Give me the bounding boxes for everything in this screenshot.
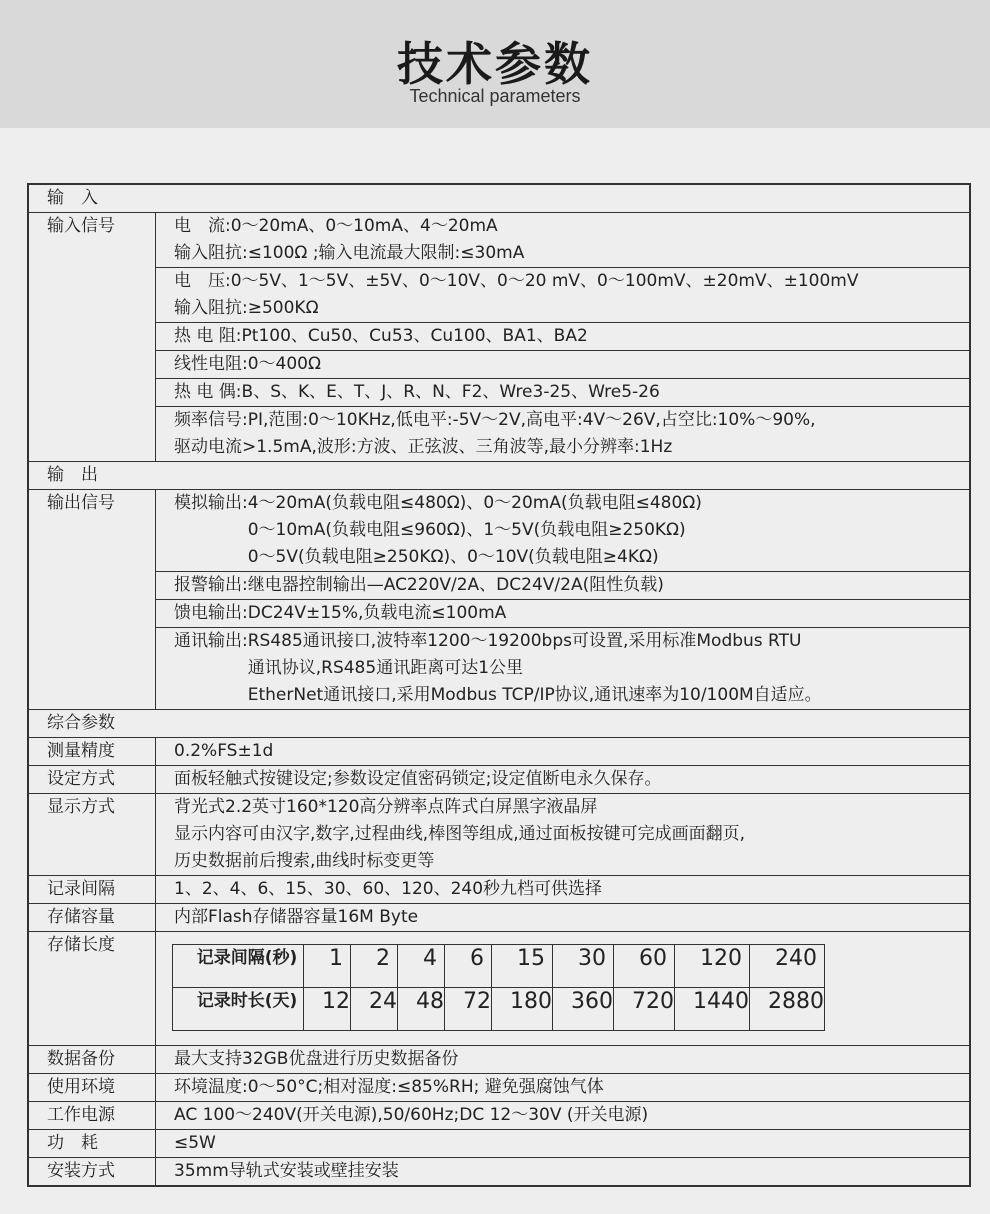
- storage-cell: 48: [398, 988, 445, 1031]
- spec-label: 数据备份: [28, 1046, 156, 1074]
- hanging-item: [174, 490, 969, 571]
- spec-label: 工作电源: [28, 1102, 156, 1130]
- storage-cell: 12: [304, 988, 351, 1031]
- spec-row: [28, 213, 970, 268]
- storage-cell: 60: [614, 945, 675, 988]
- spec-value: [156, 1158, 971, 1187]
- spec-value: [156, 1130, 971, 1158]
- spec-label: 功 耗: [28, 1130, 156, 1158]
- spec-label: 存储容量: [28, 904, 156, 932]
- section-label: 输 入: [28, 184, 970, 213]
- item-prefix: 模拟输出:: [174, 493, 248, 513]
- storage-cell: 1440: [675, 988, 750, 1031]
- text-line: 0.2%FS±1d: [174, 741, 274, 761]
- spec-value: [156, 379, 971, 407]
- item-lines: [248, 628, 822, 709]
- text-line: 1、2、4、6、15、30、60、120、240秒九档可供选择: [174, 879, 603, 899]
- spec-value: [156, 738, 971, 766]
- spec-value: [156, 268, 971, 323]
- storage-cell: 24: [351, 988, 398, 1031]
- spec-label: 显示方式: [28, 794, 156, 876]
- item-lines: [248, 600, 507, 627]
- text-line: 0～10mA(负载电阻≤960Ω)、1～5V(负载电阻≥250KΩ): [247, 520, 686, 540]
- spec-value: [156, 1074, 971, 1102]
- spec-row: [28, 600, 970, 628]
- spec-row: [28, 1074, 970, 1102]
- storage-cell: 2: [351, 945, 398, 988]
- spec-row: [28, 904, 970, 932]
- storage-cell: 30: [553, 945, 614, 988]
- text-line: 通讯协议,RS485通讯距离可达1公里: [247, 658, 524, 678]
- storage-cell: 120: [675, 945, 750, 988]
- spec-label: 输出信号: [28, 490, 156, 710]
- spec-row: [28, 323, 970, 351]
- spec-row: [28, 268, 970, 323]
- storage-row-label: 记录时长(天): [173, 988, 304, 1031]
- spec-label: 记录间隔: [28, 876, 156, 904]
- text-line: 显示内容可由汉字,数字,过程曲线,棒图等组成,通过面板按键可完成画面翻页,: [174, 824, 746, 844]
- spec-value: [156, 572, 971, 600]
- item-prefix: 报警输出:: [174, 575, 248, 595]
- section-row: [28, 710, 970, 738]
- text-line: DC24V±15%,负载电流≤100mA: [247, 603, 507, 623]
- item-lines: [248, 490, 702, 571]
- storage-row: [173, 945, 825, 988]
- storage-cell: 720: [614, 988, 675, 1031]
- text-line: 频率信号:PI,范围:0～10KHz,低电平:-5V～2V,高电平:4V～26V,占空比:10%～90%,: [174, 410, 816, 430]
- spec-row: [28, 1102, 970, 1130]
- text-line: 驱动电流>1.5mA,波形:方波、正弦波、三角波等,最小分辨率:1Hz: [174, 437, 673, 457]
- spec-row: [28, 572, 970, 600]
- text-line: 热 电 偶:B、S、K、E、T、J、R、N、F2、Wre3-25、Wre5-26: [174, 382, 660, 402]
- spec-label: 测量精度: [28, 738, 156, 766]
- spec-value: [156, 876, 971, 904]
- text-line: EtherNet通讯接口,采用Modbus TCP/IP协议,通讯速率为10/100M自适应。: [247, 685, 822, 705]
- spec-label: 输入信号: [28, 213, 156, 462]
- spec-value: [156, 794, 971, 876]
- spec-row: [28, 876, 970, 904]
- spec-row: [28, 490, 970, 572]
- text-line: 电 流:0～20mA、0～10mA、4～20mA: [174, 216, 498, 236]
- storage-cell: 15: [492, 945, 553, 988]
- storage-cell: 4: [398, 945, 445, 988]
- storage-length-table: [172, 944, 825, 1031]
- text-line: RS485通讯接口,波特率1200～19200bps可设置,采用标准Modbus RTU: [247, 631, 802, 651]
- spec-value: [156, 1046, 971, 1074]
- storage-cell: 6: [445, 945, 492, 988]
- spec-row: [28, 932, 970, 1046]
- spec-row: [28, 407, 970, 462]
- spec-value: [156, 600, 971, 628]
- text-line: 4～20mA(负载电阻≤480Ω)、0～20mA(负载电阻≤480Ω): [247, 493, 702, 513]
- text-line: 历史数据前后搜索,曲线时标变更等: [174, 851, 435, 871]
- page-subtitle: Technical parameters: [409, 86, 581, 106]
- text-line: 热 电 阻:Pt100、Cu50、Cu53、Cu100、BA1、BA2: [174, 326, 588, 346]
- spec-row: [28, 379, 970, 407]
- text-line: 面板轻触式按键设定;参数设定值密码锁定;设定值断电永久保存。: [174, 769, 662, 789]
- spec-row: [28, 766, 970, 794]
- section-label: 输 出: [28, 462, 970, 490]
- spec-row: [28, 738, 970, 766]
- storage-row-label: 记录间隔(秒): [173, 945, 304, 988]
- spec-row: [28, 1158, 970, 1187]
- text-line: 0～5V(负载电阻≥250KΩ)、0～10V(负载电阻≥4KΩ): [247, 547, 659, 567]
- storage-cell: 2880: [750, 988, 825, 1031]
- text-line: 继电器控制输出—AC220V/2A、DC24V/2A(阻性负载): [247, 575, 664, 595]
- storage-cell: 72: [445, 988, 492, 1031]
- spec-label: 安装方式: [28, 1158, 156, 1187]
- spec-value: [156, 628, 971, 710]
- text-line: ≤5W: [174, 1133, 216, 1153]
- section-row: [28, 462, 970, 490]
- item-prefix: 通讯输出:: [174, 631, 248, 651]
- text-line: 输入阻抗:≥500KΩ: [174, 298, 319, 318]
- spec-table: [27, 183, 971, 1187]
- item-prefix: 馈电输出:: [174, 603, 248, 623]
- spec-value: [156, 904, 971, 932]
- spec-row: [28, 794, 970, 876]
- hanging-item: [174, 600, 969, 627]
- storage-cell: 180: [492, 988, 553, 1031]
- text-line: 电 压:0～5V、1～5V、±5V、0～10V、0～20 mV、0～100mV、±20mV、±100mV: [174, 271, 859, 291]
- spec-row: [28, 351, 970, 379]
- spec-label: 存储长度: [28, 932, 156, 1046]
- spec-value: [156, 1102, 971, 1130]
- spec-value: [156, 351, 971, 379]
- text-line: 输入阻抗:≤100Ω ;输入电流最大限制:≤30mA: [174, 243, 525, 263]
- spec-value: [156, 490, 971, 572]
- page-title: 技术参数: [397, 37, 593, 91]
- page-header: [0, 0, 990, 128]
- text-line: 内部Flash存储器容量16M Byte: [174, 907, 419, 927]
- section-label: 综合参数: [28, 710, 970, 738]
- hanging-item: [174, 572, 969, 599]
- spec-value: [156, 323, 971, 351]
- spec-value: [156, 407, 971, 462]
- spec-row: [28, 1046, 970, 1074]
- spec-row: [28, 628, 970, 710]
- spec-label: 设定方式: [28, 766, 156, 794]
- storage-cell: 240: [750, 945, 825, 988]
- spec-value: [156, 213, 971, 268]
- storage-cell: 360: [553, 988, 614, 1031]
- hanging-item: [174, 628, 969, 709]
- section-row: [28, 184, 970, 213]
- storage-row: [173, 988, 825, 1031]
- text-line: 35mm导轨式安装或壁挂安装: [174, 1161, 399, 1181]
- text-line: 最大支持32GB优盘进行历史数据备份: [174, 1049, 459, 1069]
- spec-value: [156, 766, 971, 794]
- spec-value: [156, 932, 971, 1046]
- item-lines: [248, 572, 664, 599]
- text-line: 背光式2.2英寸160*120高分辨率点阵式白屏黑字液晶屏: [174, 797, 598, 817]
- text-line: 环境温度:0～50°C;相对湿度:≤85%RH; 避免强腐蚀气体: [174, 1077, 604, 1097]
- spec-row: [28, 1130, 970, 1158]
- storage-cell: 1: [304, 945, 351, 988]
- spec-label: 使用环境: [28, 1074, 156, 1102]
- text-line: 线性电阻:0～400Ω: [174, 354, 321, 374]
- text-line: AC 100～240V(开关电源),50/60Hz;DC 12～30V (开关电源): [174, 1105, 649, 1125]
